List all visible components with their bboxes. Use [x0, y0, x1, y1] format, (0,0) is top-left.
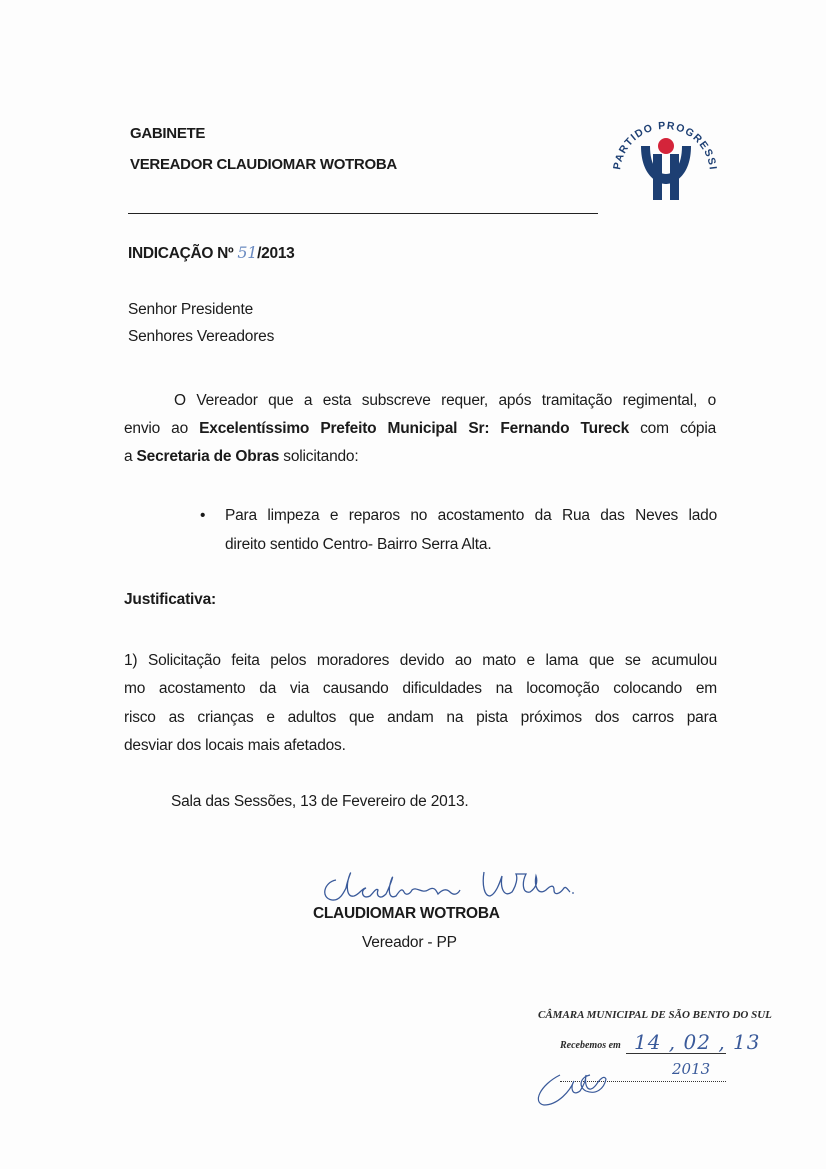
- justification-line-4: desviar dos locais mais afetados.: [124, 737, 346, 754]
- partido-progressista-logo: [608, 104, 720, 210]
- logo-text: PARTIDO PROGRESSI: [611, 119, 719, 172]
- justification-title: Justificativa:: [124, 591, 216, 608]
- handwritten-signature: [318, 860, 578, 910]
- request-line-2-c: com cópia: [629, 420, 716, 437]
- indication-number: [128, 243, 294, 263]
- councilman-header: VEREADOR CLAUDIOMAR WOTROBA: [130, 156, 397, 173]
- header-divider: [128, 213, 598, 214]
- request-line-3: [124, 443, 358, 472]
- request-line-2: [124, 415, 716, 444]
- secretariat-name: Secretaria de Obras: [136, 448, 280, 465]
- bullet-line-2: direito sentido Centro- Bairro Serra Alta.: [225, 536, 492, 553]
- receipt-stamp-title: CÂMARA MUNICIPAL DE SÃO BENTO DO SUL: [538, 1009, 772, 1021]
- office-label: GABINETE: [130, 125, 206, 142]
- justification-line-2: mo acostamento da via causando dificuldades na locomoção colocando em: [124, 680, 717, 697]
- svg-text:PARTIDO PROGRESSISTA: [608, 104, 719, 171]
- bullet-line-1: Para limpeza e reparos no acostamento da Rua das Neves lado: [225, 507, 717, 524]
- received-label: Recebemos em: [560, 1040, 621, 1051]
- mayor-name: Excelentíssimo Prefeito Municipal Sr: Fernando Tureck: [199, 420, 630, 437]
- handwritten-received-date: 14 , 02 , 13: [634, 1030, 761, 1054]
- session-date: Sala das Sessões, 13 de Fevereiro de 2013.: [171, 793, 469, 810]
- handwritten-number: 51: [237, 243, 258, 262]
- signer-name: CLAUDIOMAR WOTROBA: [313, 905, 500, 922]
- stamp-signature: [530, 1055, 630, 1110]
- bullet-icon: •: [200, 507, 206, 524]
- request-line-2-a: envio ao: [124, 420, 200, 437]
- justification-line-3: risco as crianças e adultos que andam na pista próximos dos carros para: [124, 709, 717, 726]
- stamp-year: 2013: [672, 1060, 711, 1078]
- indication-prefix: INDICAÇÃO Nº: [128, 245, 238, 262]
- request-line-1: O Vereador que a esta subscreve requer, após tramitação regimental, o: [174, 392, 716, 409]
- indication-year: /2013: [257, 245, 295, 262]
- signer-role: Vereador - PP: [362, 934, 457, 951]
- request-line-3-c: solicitando:: [279, 448, 359, 465]
- justification-line-1: 1) Solicitação feita pelos moradores devido ao mato e lama que se acumulou: [124, 652, 717, 669]
- salutation-president: Senhor Presidente: [128, 301, 253, 318]
- request-line-3-a: a: [124, 448, 137, 465]
- salutation-councilmen: Senhores Vereadores: [128, 328, 275, 345]
